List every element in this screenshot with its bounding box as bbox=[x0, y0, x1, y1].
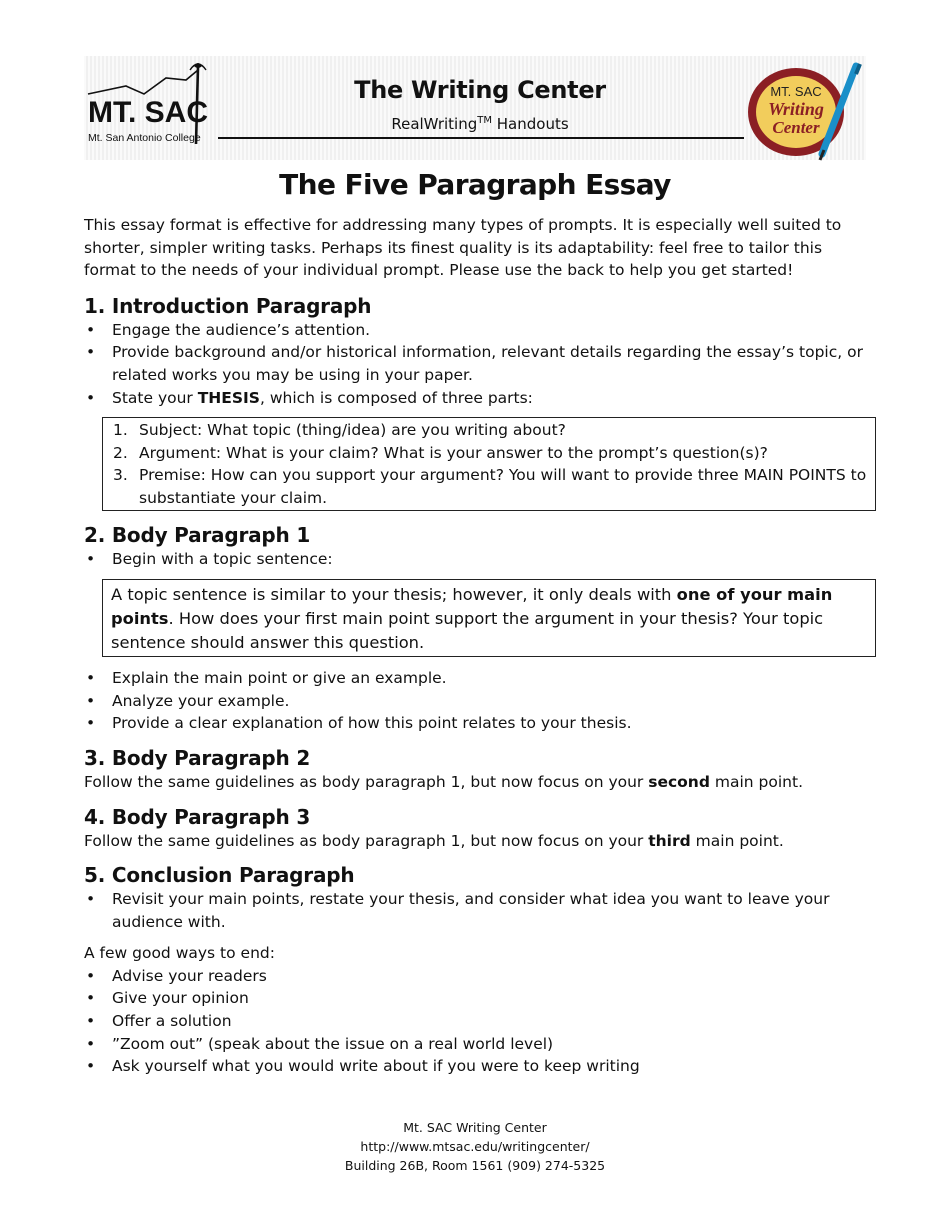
mt-sac-college-logo bbox=[86, 60, 216, 146]
list-item: • Provide a clear explanation of how this point relates to your thesis. bbox=[84, 712, 876, 735]
body-3-text: Follow the same guidelines as body paragraph 1, but now focus on your third main point. bbox=[84, 831, 784, 850]
list-item: • Begin with a topic sentence: bbox=[84, 548, 876, 571]
footer-url: http://www.mtsac.edu/writingcenter/ bbox=[360, 1139, 590, 1154]
ending-lead: A few good ways to end: bbox=[84, 944, 275, 963]
ending-ways-list bbox=[84, 965, 876, 1078]
section-heading-body-2: 3. Body Paragraph 2 bbox=[84, 745, 311, 770]
list-item: • Give your opinion bbox=[84, 987, 876, 1010]
section-heading-conclusion: 5. Conclusion Paragraph bbox=[84, 863, 355, 888]
list-item: • Engage the audience’s attention. bbox=[84, 319, 876, 342]
list-item: • Analyze your example. bbox=[84, 690, 876, 713]
document-body bbox=[84, 214, 876, 1078]
footer-address: Building 26B, Room 1561 (909) 274-5325 bbox=[344, 1158, 606, 1173]
badge-line2: Writing bbox=[768, 99, 824, 119]
list-item: 3. Premise: How can you support your argument? You will want to provide three MAIN POINTS to substantiate your claim. bbox=[113, 466, 867, 507]
list-item: • Provide background and/or historical information, relevant details regarding the essay’s topic, or related works you may be using in your paper. bbox=[84, 341, 876, 386]
badge-line3: Center bbox=[772, 118, 820, 137]
list-item: 1. Subject: What topic (thing/idea) are you writing about? bbox=[113, 421, 566, 440]
writing-center-badge-logo bbox=[744, 58, 866, 162]
footer-name: Mt. SAC Writing Center bbox=[403, 1120, 547, 1135]
section-heading-introduction: 1. Introduction Paragraph bbox=[84, 293, 372, 318]
list-item: • State your THESIS, which is composed of three parts: bbox=[84, 387, 876, 410]
list-item: • Offer a solution bbox=[84, 1010, 876, 1033]
list-item: • Ask yourself what you would write about if you were to keep writing bbox=[84, 1055, 876, 1078]
thesis-parts-box bbox=[102, 417, 876, 510]
body-2-text: Follow the same guidelines as body paragraph 1, but now focus on your second main point. bbox=[84, 772, 803, 791]
center-title: The Writing Center bbox=[354, 76, 606, 104]
section-heading-body-1: 2. Body Paragraph 1 bbox=[84, 522, 311, 547]
document-title: The Five Paragraph Essay bbox=[279, 168, 671, 201]
section-heading-body-3: 4. Body Paragraph 3 bbox=[84, 804, 311, 829]
header-rule bbox=[218, 137, 744, 139]
list-item: 2. Argument: What is your claim? What is your answer to the prompt’s question(s)? bbox=[113, 443, 768, 462]
intro-paragraph: This essay format is effective for addressing many types of prompts. It is especially well suited to shorter, simpler writing tasks. Perhaps its finest quality is its adaptability: feel free to tailor this format to the needs of your individual prompt. Please use the back to help you get started! bbox=[84, 216, 842, 280]
list-item: • Revisit your main points, restate your thesis, and consider what idea you want to leave your audience with. bbox=[84, 888, 876, 933]
list-item: • Advise your readers bbox=[84, 965, 876, 988]
logo-caption: Mt. San Antonio College bbox=[88, 132, 201, 144]
center-subtitle: RealWriting™ Handouts bbox=[391, 115, 569, 133]
badge-line1: MT. SAC bbox=[770, 84, 822, 99]
footer bbox=[0, 1118, 950, 1175]
body-1-bullets bbox=[84, 667, 876, 735]
list-item: • Explain the main point or give an example. bbox=[84, 667, 876, 690]
topic-sentence-box: A topic sentence is similar to your thesis; however, it only deals with one of your main points. How does your first main point support the argument in your thesis? Your topic sentence should answer this question. bbox=[102, 579, 876, 657]
logo-name: MT. SAC bbox=[88, 96, 208, 129]
introduction-bullets bbox=[84, 319, 876, 409]
list-item: • ”Zoom out” (speak about the issue on a real world level) bbox=[84, 1033, 876, 1056]
thesis-parts-list bbox=[103, 419, 875, 509]
